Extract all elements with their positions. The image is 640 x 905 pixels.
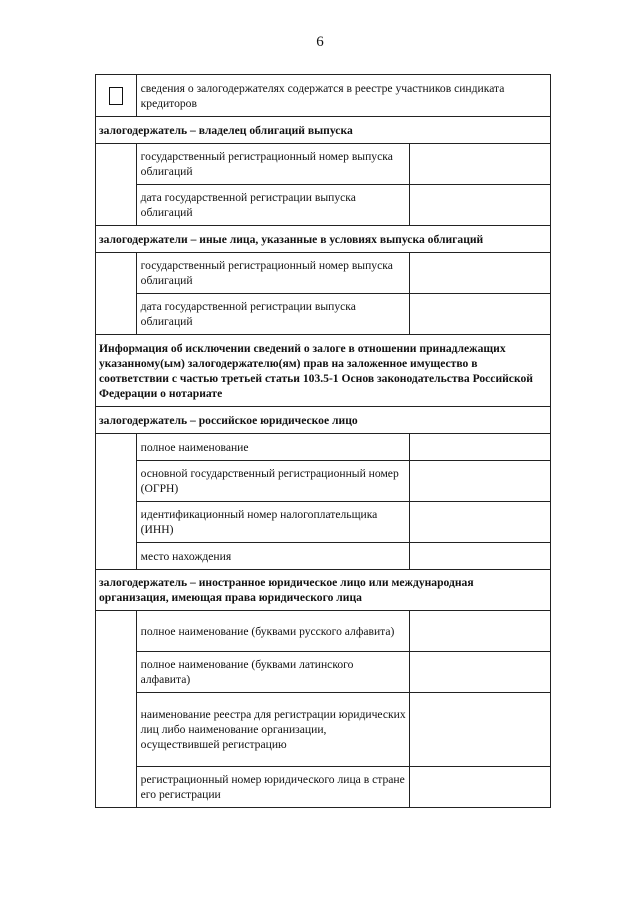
field-label: идентификационный номер налогоплательщика (ИНН) [136, 502, 409, 543]
blank-cell [96, 611, 137, 808]
section-title: Информация об исключении сведений о залоге в отношении принадлежащих указанному(ым) залогодержателю(ям) прав на заложенное имущество в соответствии с частью третьей статьи 103.5-1 Основ законодательства Российской Федерации о нотариате [96, 335, 551, 407]
field-label: государственный регистрационный номер выпуска облигаций [136, 253, 409, 294]
blank-cell [96, 253, 137, 335]
field-value-cell[interactable] [409, 434, 550, 461]
section-header-foreign-entity [96, 570, 551, 611]
field-value-cell[interactable] [409, 543, 550, 570]
field-label: государственный регистрационный номер выпуска облигаций [136, 144, 409, 185]
field-row [96, 461, 551, 502]
field-row [96, 185, 551, 226]
field-row [96, 294, 551, 335]
field-label: полное наименование [136, 434, 409, 461]
field-value-cell[interactable] [409, 502, 550, 543]
field-label: регистрационный номер юридического лица в стране его регистрации [136, 767, 409, 808]
field-label: наименование реестра для регистрации юридических лиц либо наименование организации, осуществившей регистрацию [136, 693, 409, 767]
field-value-cell[interactable] [409, 652, 550, 693]
section-header-bondholder [96, 117, 551, 144]
section-title: залогодержатели – иные лица, указанные в условиях выпуска облигаций [96, 226, 551, 253]
checkbox-cell[interactable] [96, 75, 137, 117]
field-row [96, 543, 551, 570]
field-value-cell[interactable] [409, 693, 550, 767]
field-label: полное наименование (буквами русского алфавита) [136, 611, 409, 652]
section-header-exclusion-info [96, 335, 551, 407]
field-row [96, 767, 551, 808]
field-label: полное наименование (буквами латинского алфавита) [136, 652, 409, 693]
section-title: залогодержатель – иностранное юридическое лицо или международная организация, имеющая права юридического лица [96, 570, 551, 611]
field-value-cell[interactable] [409, 461, 550, 502]
blank-cell [96, 144, 137, 226]
section-header-russian-entity [96, 407, 551, 434]
field-row [96, 253, 551, 294]
field-row [96, 434, 551, 461]
field-value-cell[interactable] [409, 611, 550, 652]
page-number: 6 [316, 34, 324, 50]
field-row [96, 652, 551, 693]
syndicate-registry-checkbox[interactable] [109, 87, 123, 105]
field-value-cell[interactable] [409, 253, 550, 294]
blank-cell [96, 434, 137, 570]
pledge-form-table [95, 74, 551, 808]
intro-text: сведения о залогодержателях содержатся в реестре участников синдиката кредиторов [136, 75, 550, 117]
field-row [96, 144, 551, 185]
section-title: залогодержатель – российское юридическое лицо [96, 407, 551, 434]
section-header-other-persons [96, 226, 551, 253]
field-label: дата государственной регистрации выпуска облигаций [136, 294, 409, 335]
intro-row [96, 75, 551, 117]
field-label: место нахождения [136, 543, 409, 570]
field-label: дата государственной регистрации выпуска облигаций [136, 185, 409, 226]
field-value-cell[interactable] [409, 185, 550, 226]
field-label: основной государственный регистрационный номер (ОГРН) [136, 461, 409, 502]
field-row [96, 693, 551, 767]
field-value-cell[interactable] [409, 144, 550, 185]
field-row [96, 502, 551, 543]
field-value-cell[interactable] [409, 767, 550, 808]
section-title: залогодержатель – владелец облигаций выпуска [96, 117, 551, 144]
field-row [96, 611, 551, 652]
field-value-cell[interactable] [409, 294, 550, 335]
